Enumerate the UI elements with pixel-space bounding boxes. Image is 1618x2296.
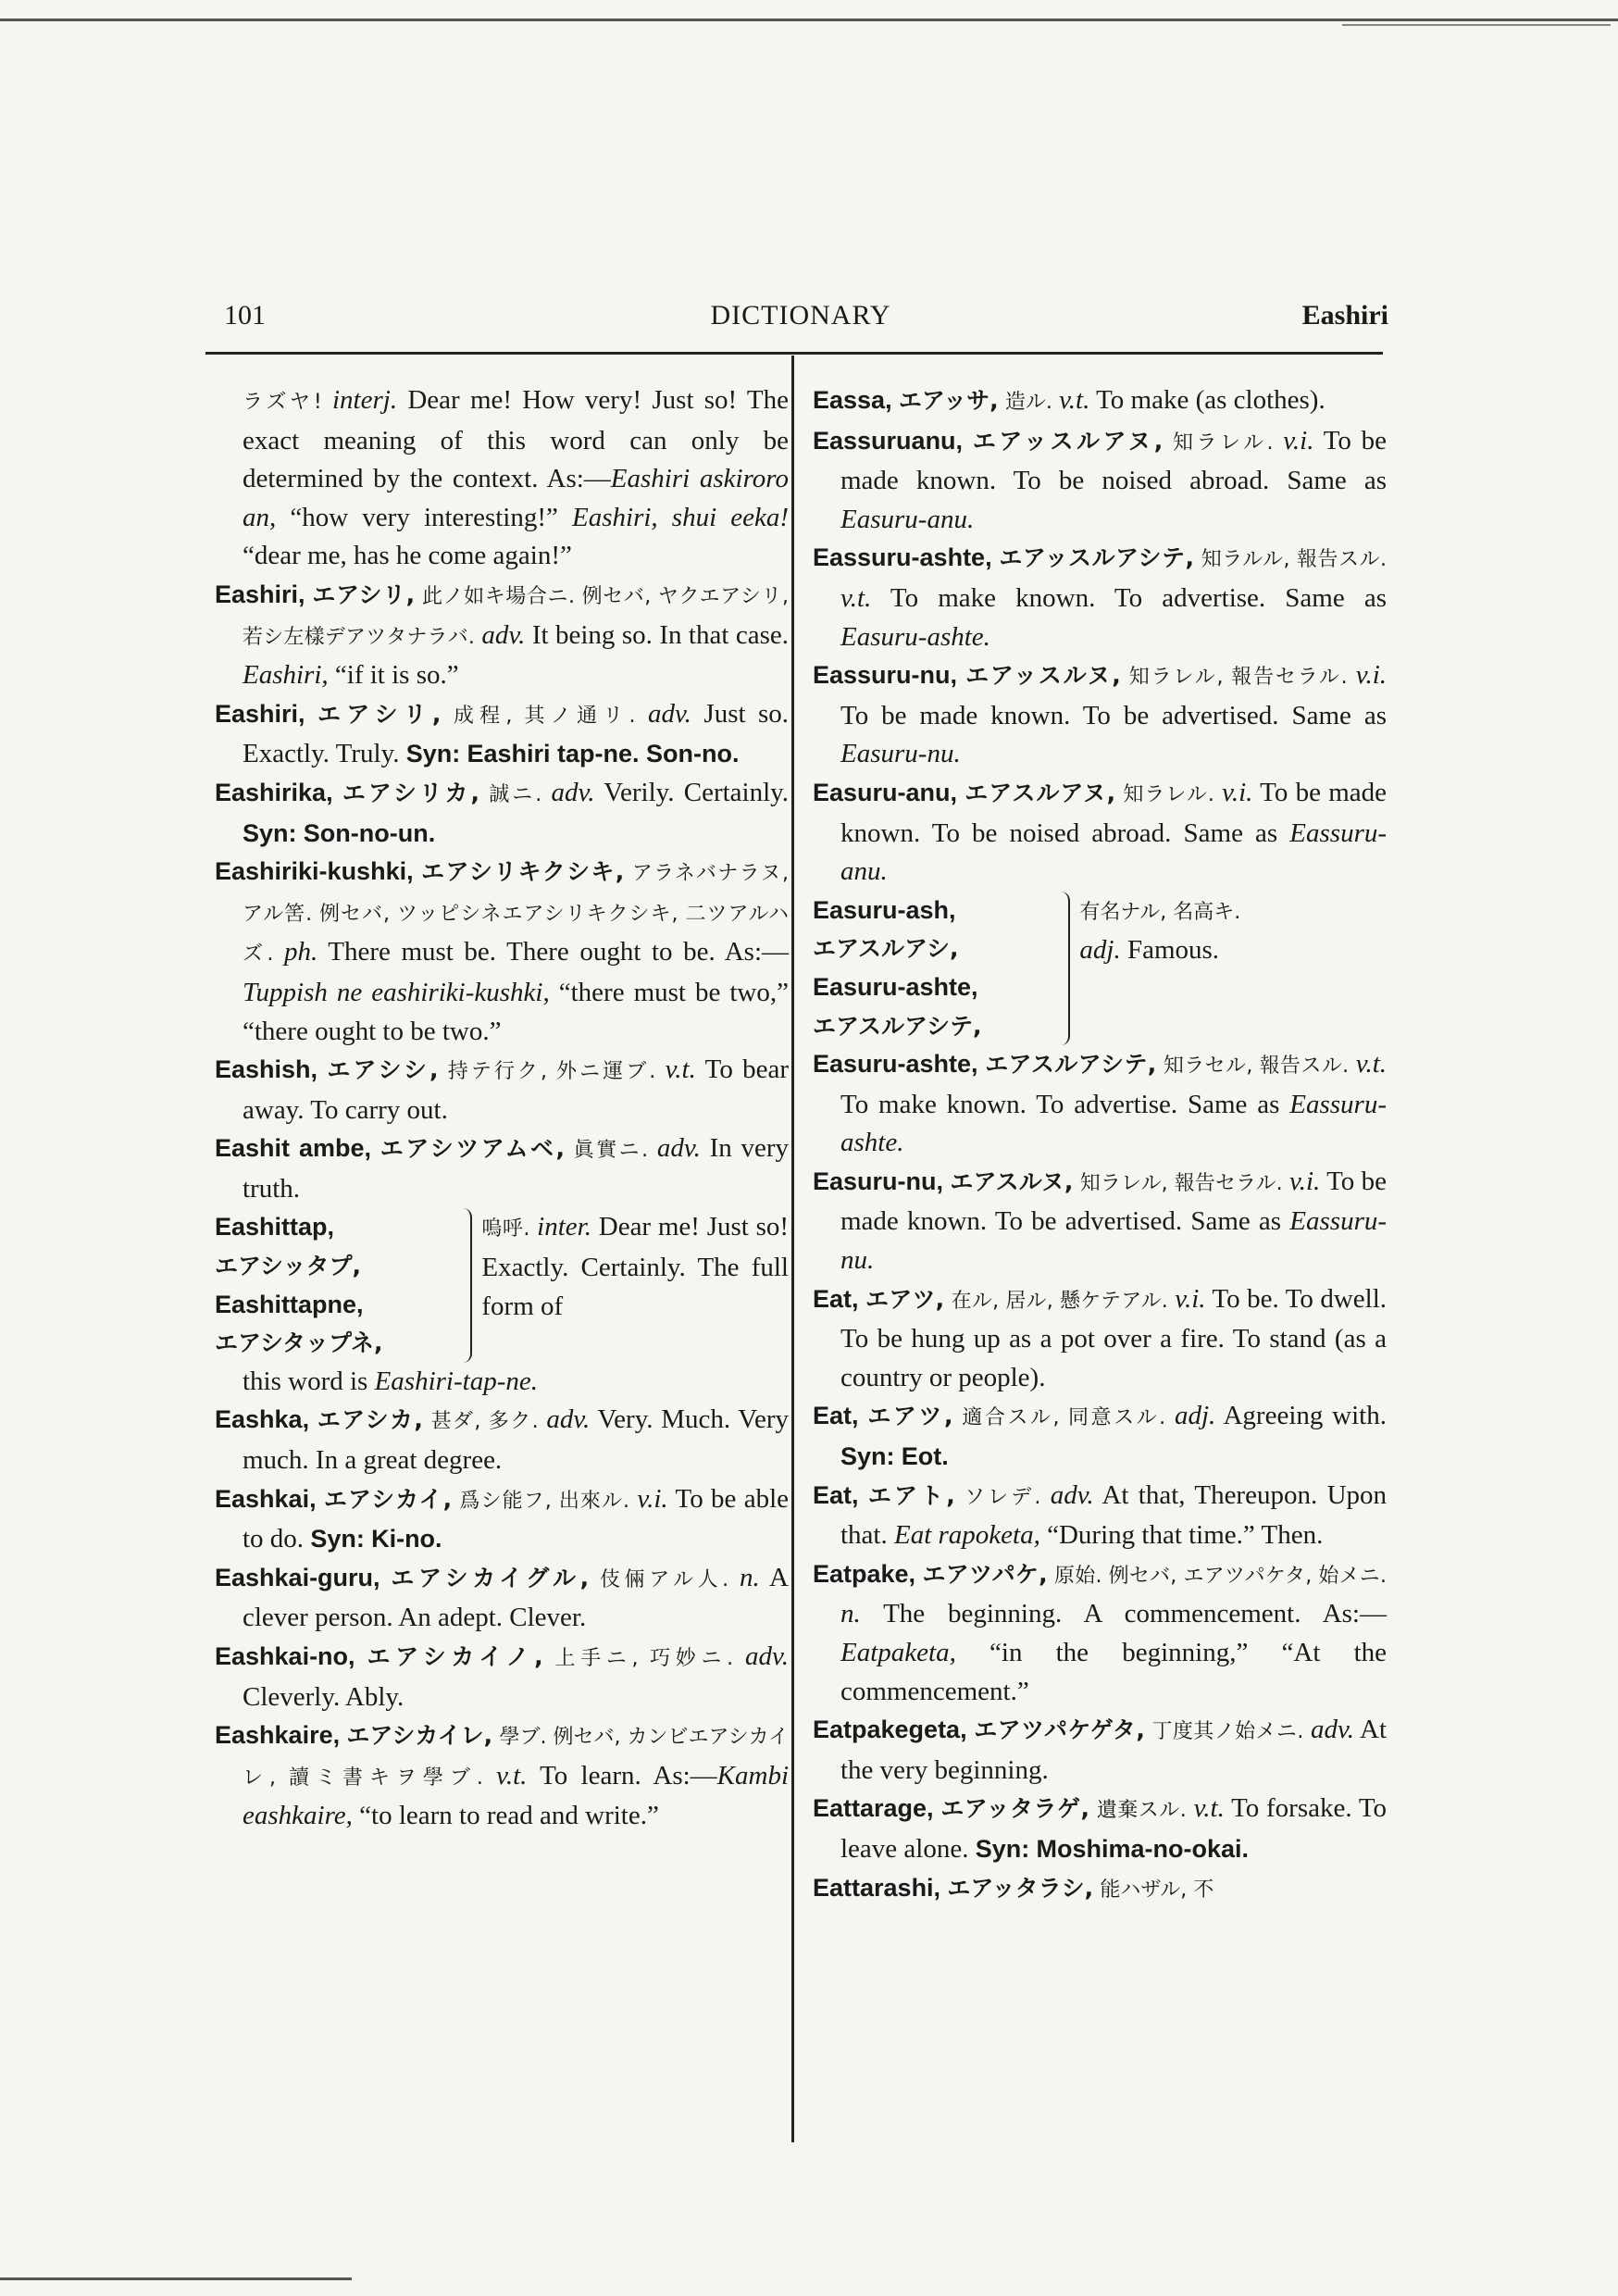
column-divider bbox=[791, 356, 794, 2142]
entry-eatpake: Eatpake, エアツパケ, 原始. 例セバ, エアツパケタ, 始メニ. n. The beginning. A commencement. As:—Eatpaketa, “in the beginning,” “At the commencement.” bbox=[813, 1559, 1388, 1706]
entry-eashittap-group: Eashittap, エアシッタプ, Eashittapne, エアシタップネ, 嗚呼. inter. Dear me! Just so! Exactly. Certainly. The full form of bbox=[215, 1208, 789, 1362]
entry-eashiri-1: Eashiri, エアシリ, 此ノ如キ場合ニ. 例セバ, ヤクエアシリ, 若シ左樣デアツタナラバ. adv. It being so. In that case. Eashiri, “if it is so.” bbox=[215, 580, 790, 691]
brace bbox=[455, 1208, 472, 1362]
entry-eashiriki-kushki: Eashiriki-kushki, エアシリキクシキ, アラネバナラヌ, アル筈. 例セバ, ツッピシネエアシリキクシキ, 二ツアルハズ. ph. There must be. There ought to be. As:—Tuppish ne eashiriki-kushki, “there must be two,” “there ought to be two.” bbox=[215, 857, 790, 1046]
entry-eattarashi: Eattarashi, エアッタラシ, 能ハザル, 不 bbox=[813, 1873, 1214, 1902]
left-column bbox=[215, 381, 789, 1836]
entry-easuru-ash-group: Easuru-ash, エアスルアシ, Easuru-ashte, エアスルアシテ, 有名ナル, 名高キ. adj. Famous. bbox=[813, 892, 1387, 1045]
entry-eashiri-2: Eashiri, エアシリ, 成程, 其ノ通リ. adv. Just so. Exactly. Truly. Syn: Eashiri tap-ne. Son-no. bbox=[215, 698, 790, 769]
scan-edge-bottom bbox=[0, 2277, 352, 2280]
entry-easuru-ashte: Easuru-ashte, エアスルアシテ, 知ラセル, 報告スル. v.t. To make known. To advertise. Same as Eassuru-ashte. bbox=[813, 1049, 1388, 1158]
entry-eat-3: Eat, エアト, ソレデ. adv. At that, Thereupon. Upon that. Eat rapoketa, “During that time.” Then. bbox=[813, 1479, 1388, 1551]
page-header bbox=[213, 296, 1388, 343]
entry-eat-1: Eat, エアツ, 在ル, 居ル, 懸ケテアル. v.i. To be. To dwell. To be hung up as a pot over a fire. To stand (as a country or people). bbox=[813, 1283, 1388, 1392]
brace bbox=[1053, 892, 1070, 1045]
entry-eassuru-ashte: Eassuru-ashte, エアッスルアシテ, 知ラルル, 報告スル. v.t. To make known. To advertise. Same as Easuru-ashte. bbox=[813, 543, 1387, 652]
entry-eashkaire: Eashkaire, エアシカイレ, 學ブ. 例セバ, カンビエアシカイレ, 讀ミ書キヲ學ブ. v.t. To learn. As:—Kambi eashkaire, “to learn to read and write.” bbox=[215, 1721, 790, 1831]
entry-easuru-anu: Easuru-anu, エアスルアヌ, 知ラレル. v.i. To be made known. To be noised abroad. Same as Eassuru-anu. bbox=[813, 777, 1388, 887]
entry-eassa: Eassa, エアッサ, 造ル. v.t. To make (as clothes). bbox=[813, 385, 1326, 415]
scan-edge-top-right bbox=[1342, 24, 1611, 26]
entry-eashkai-guru: Eashkai-guru, エアシカイグル, 伎倆アル人. n. A clever person. An adept. Clever. bbox=[215, 1562, 789, 1633]
guide-word: Eashiri bbox=[1301, 300, 1388, 331]
entry-eashit-ambe: Eashit ambe, エアシツアムベ, 眞實ニ. adv. In very truth. bbox=[215, 1133, 790, 1204]
page-number: 101 bbox=[224, 300, 266, 331]
running-title: DICTIONARY bbox=[710, 300, 891, 331]
entry-eashkai: Eashkai, エアシカイ, 爲シ能フ, 出來ル. v.i. To be able to do. Syn: Ki-no. bbox=[215, 1483, 790, 1554]
entry-eashittap-tail: this word is Eashiri-tap-ne. bbox=[243, 1366, 538, 1396]
entry-eassuru-nu: Eassuru-nu, エアッスルヌ, 知ラレル, 報告セラル. v.i. To be made known. To be advertised. Same as Easuru-nu. bbox=[813, 660, 1388, 769]
entry-eatpakegeta: Eatpakegeta, エアツパケゲタ, 丁度其ノ始メニ. adv. At the very beginning. bbox=[813, 1715, 1388, 1785]
entry-eassuruanu: Eassuruanu, エアッスルアヌ, 知ラレル. v.i. To be made known. To be noised abroad. Same as Easuru-anu. bbox=[813, 425, 1388, 534]
right-column bbox=[813, 381, 1387, 1909]
entry-eattarage: Eattarage, エアッタラゲ, 遺棄スル. v.t. To forsake. To leave alone. Syn: Moshima-no-okai. bbox=[813, 1793, 1388, 1864]
entry-eashka: Eashka, エアシカ, 甚ダ, 多ク. adv. Very. Much. Very much. In a great degree. bbox=[215, 1404, 790, 1476]
entry-continuation: ラズヤ! interj. Dear me! How very! Just so! The exact meaning of this word can only be determined by the context. As:—Eashiri askiroro an, “how very interesting!” Eashiri, shui eeka! “dear me, has he come again!” bbox=[243, 385, 790, 571]
entry-eashkai-no: Eashkai-no, エアシカイノ, 上手ニ, 巧妙ニ. adv. Cleverly. Ably. bbox=[215, 1641, 790, 1712]
entry-eat-2: Eat, エアツ, 適合スル, 同意スル. adj. Agreeing with. Syn: Eot. bbox=[813, 1401, 1387, 1471]
scan-edge-top bbox=[0, 19, 1618, 21]
entry-eashish: Eashish, エアシシ, 持テ行ク, 外ニ運ブ. v.t. To bear away. To carry out. bbox=[215, 1054, 790, 1125]
entry-eashirika: Eashirika, エアシリカ, 誠ニ. adv. Verily. Certainly. Syn: Son-no-un. bbox=[215, 777, 790, 847]
header-rule bbox=[205, 352, 1383, 355]
entry-easuru-nu: Easuru-nu, エアスルヌ, 知ラレル, 報告セラル. v.i. To be made known. To be advertised. Same as Eassuru-nu. bbox=[813, 1166, 1388, 1276]
